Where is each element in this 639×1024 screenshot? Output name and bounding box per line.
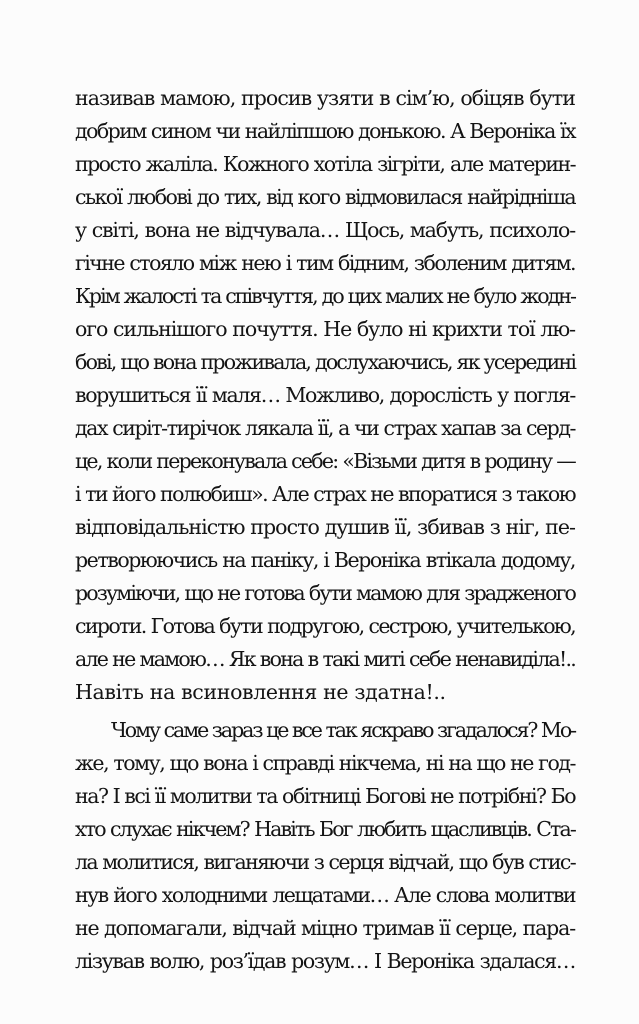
- text-line: хто слухає нікчем? Навіть Бог любить щасливців. Ста-: [75, 817, 575, 841]
- text-line: у світі, вона не відчувала… Щось, мабуть, психоло-: [75, 218, 575, 242]
- text-line: Крім жалості та співчуття, до цих малих не було жодн-: [75, 284, 575, 308]
- text-line: же, тому, що вона і справді нікчема, ні на що не год-: [75, 751, 575, 775]
- text-line: але не мамою… Як вона в такі миті себе ненавиділа!..: [75, 647, 575, 671]
- text-line: Чому саме зараз це все так яскраво згадалося? Мо-: [111, 718, 575, 742]
- text-line: називав мамою, просив узяти в сім’ю, обіцяв бути: [75, 86, 575, 110]
- text-line: ворушиться її маля… Можливо, дорослість у погля-: [75, 383, 575, 407]
- text-line: ської любові до тих, від кого відмовилася найрідніша: [75, 185, 575, 209]
- text-line: Навіть на всиновлення не здатна!..: [75, 680, 446, 704]
- body-text: [75, 82, 575, 978]
- text-line: просто жаліла. Кожного хотіла зігріти, але материн-: [75, 152, 575, 176]
- text-line: на? І всі її молитви та обітниці Богові не потрібні? Бо: [75, 784, 576, 808]
- text-line: ла молитися, виганяючи з серця відчай, що був стис-: [75, 850, 575, 874]
- text-line: сироти. Готова бути подругою, сестрою, учителькою,: [75, 614, 575, 638]
- paragraph-2: [75, 714, 575, 978]
- text-line: гічне стояло між нею і тим бідним, зболеним дитям.: [75, 251, 575, 275]
- text-line: і ти його полюбиш». Але страх не впоратися з такою: [75, 482, 575, 506]
- text-line: це, коли переконувала себе: «Візьми дитя в родину —: [75, 449, 575, 473]
- text-line: нув його холодними лещатами… Але слова молитви: [75, 883, 575, 907]
- text-line: лізував волю, роз’їдав розум… І Вероніка здалася…: [75, 949, 575, 973]
- text-line: дах сиріт-тирічок лякала її, а чи страх хапав за серд-: [75, 416, 575, 440]
- text-line: ого сильнішого почуття. Не було ні крихти тої лю-: [75, 317, 575, 341]
- text-line: не допомагали, відчай міцно тримав її серце, пара-: [75, 916, 575, 940]
- text-line: розуміючи, що не готова бути мамою для зрадженого: [75, 581, 575, 605]
- text-line: відповідальністю просто душив її, збивав з ніг, пе-: [75, 515, 575, 539]
- paragraph-1: [75, 82, 575, 709]
- text-line: бові, що вона проживала, дослухаючись, як усередині: [75, 350, 576, 374]
- text-line: ретворюючись на паніку, і Вероніка втікала додому,: [75, 548, 575, 572]
- text-line: добрим сином чи найліпшою донькою. А Вероніка їх: [75, 119, 575, 143]
